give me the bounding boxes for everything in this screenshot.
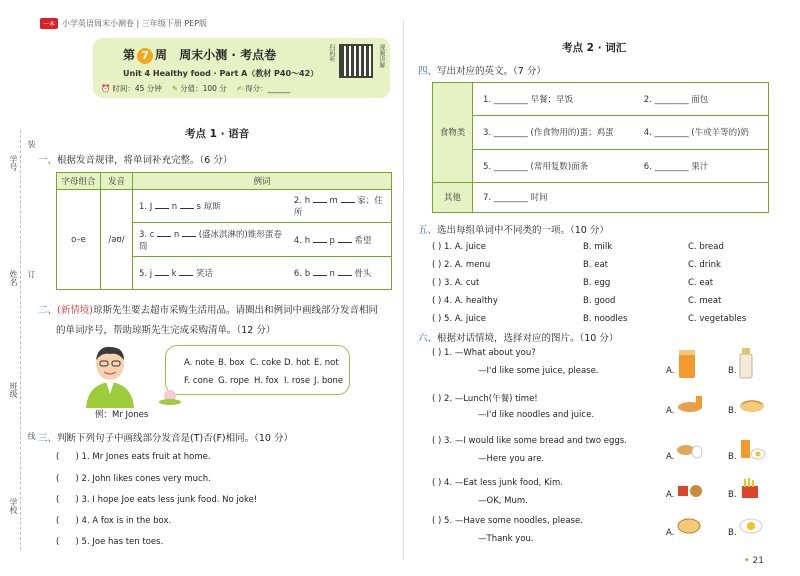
- question-5-prompt: 五、选出每组单词中不同类的一项。（10 分）: [418, 225, 609, 236]
- mr-jones-illustration: [70, 342, 150, 408]
- word-item: 1. J n s 琼斯: [133, 190, 290, 223]
- option-a-label: A.: [666, 366, 675, 376]
- vocab-item[interactable]: 3. ________ (作食物用的)蛋；鸡蛋: [473, 116, 638, 149]
- word-option[interactable]: G. rope: [218, 376, 250, 386]
- section-heading-vocabulary: 考点 2 · 词汇: [562, 42, 627, 54]
- time-info: ⏰ 时间：45 分钟: [101, 84, 162, 93]
- option-b[interactable]: B. noodles: [583, 314, 628, 324]
- category-other: 其他: [433, 182, 473, 212]
- category-food: 食物类: [433, 83, 473, 183]
- bind-mark: 装: [27, 140, 36, 148]
- option-b[interactable]: B. milk: [583, 242, 613, 252]
- pen-icon: ✍: [236, 84, 244, 93]
- option-b-label: B.: [728, 452, 737, 462]
- page-number: • 21: [743, 556, 764, 566]
- option-c[interactable]: C. bread: [688, 242, 724, 252]
- tf-item[interactable]: ( ) 4. A fox is in the box.: [56, 516, 172, 526]
- table-header: 例词: [133, 173, 392, 190]
- question-3-prompt: 三、判断下列句子中画线部分发音是(T)否(F)相同。（10 分）: [38, 433, 293, 444]
- fries-icon[interactable]: [738, 476, 764, 500]
- option-a-label: A.: [666, 490, 675, 500]
- question-1-prompt: 一、根据发音规律，将单词补充完整。（6 分）: [38, 155, 233, 166]
- option-c[interactable]: C. vegetables: [688, 314, 747, 324]
- tf-item[interactable]: ( ) 1. Mr Jones eats fruit at home.: [56, 452, 211, 462]
- odd-one-out-row[interactable]: ( ) 3. A. cut: [432, 278, 480, 288]
- score-info: ✎ 分值：100 分: [171, 84, 227, 93]
- question-2-prompt-line2: 的单词序号，帮助琼斯先生完成采购清单。（12 分）: [56, 325, 276, 336]
- vocab-item[interactable]: 4. ________ (牛或羊等的)奶: [638, 116, 769, 149]
- option-c[interactable]: C. eat: [688, 278, 714, 288]
- option-a-label: A.: [666, 452, 675, 462]
- word-option[interactable]: F. cone: [184, 376, 214, 386]
- dialog-question[interactable]: ( ) 5. —Have some noodles, please.: [432, 516, 583, 526]
- word-item: 3. c n (盛冰淇淋的)锥形蛋卷筒: [133, 223, 290, 256]
- score-icon: ✎: [171, 84, 179, 93]
- got-info: ✍ 得分：______: [236, 84, 291, 93]
- test-name: 周末小测 · 考点卷: [179, 48, 277, 62]
- phonics-table: [56, 172, 392, 290]
- option-b[interactable]: B. good: [583, 296, 616, 306]
- example-label: 例：Mr Jones: [95, 410, 149, 420]
- vocab-item[interactable]: 1. ________ 早餐；早饭: [473, 83, 638, 116]
- option-b-label: B.: [728, 406, 737, 416]
- section-heading-phonics: 考点 1 · 语音: [185, 128, 250, 140]
- dialog-answer: —Here you are.: [478, 454, 545, 464]
- week-suffix: 周: [155, 48, 168, 62]
- question-4-prompt: 四、写出对应的英文。（7 分）: [418, 66, 546, 77]
- word-option[interactable]: I. rose: [284, 376, 311, 386]
- running-header: [40, 18, 207, 29]
- test-title: [123, 46, 276, 64]
- binding-strip: [0, 0, 36, 576]
- dialog-answer: —OK, Mum.: [478, 496, 528, 506]
- week-prefix: 第: [123, 48, 136, 62]
- qr-code-icon[interactable]: [339, 44, 373, 78]
- test-header-card: [93, 38, 390, 98]
- shopping-list-bubble: [165, 345, 350, 395]
- noodle-bowl-icon[interactable]: [676, 514, 702, 536]
- noodle-bowl-icon[interactable]: [738, 394, 766, 414]
- word-option[interactable]: A. note: [184, 358, 215, 368]
- dialog-answer: —I'd like some juice, please.: [478, 366, 599, 376]
- word-option[interactable]: E. not: [314, 358, 339, 368]
- dialog-question[interactable]: ( ) 3. —I would like some bread and two eggs.: [432, 436, 627, 446]
- dialog-question[interactable]: ( ) 1. —What about you?: [432, 348, 536, 358]
- word-item: 5. j k 笑话: [133, 256, 290, 289]
- word-option[interactable]: C. coke: [250, 358, 282, 368]
- student-number-label: 学号: [9, 155, 18, 171]
- dialog-answer: —I'd like noodles and juice.: [478, 410, 595, 420]
- option-a-label: A.: [666, 406, 675, 416]
- word-item: 6. b n 骨头: [290, 256, 392, 289]
- qr-caption-left: 扫码听: [328, 44, 335, 62]
- odd-one-out-row[interactable]: ( ) 5. A. juice: [432, 314, 486, 324]
- bread-and-eggs-icon[interactable]: [676, 438, 704, 460]
- book-title: 小学英语周末小测卷 | 三年级下册 PEP版: [62, 19, 208, 28]
- cut-line: [20, 130, 21, 550]
- tf-item[interactable]: ( ) 2. John likes cones very much.: [56, 474, 211, 484]
- option-b-label: B.: [728, 528, 737, 538]
- brand-logo: 一本: [40, 18, 58, 29]
- letter-combo: o–e: [57, 190, 101, 290]
- option-b-label: B.: [728, 490, 737, 500]
- tf-item[interactable]: ( ) 5. Joe has ten toes.: [56, 537, 164, 547]
- odd-one-out-row[interactable]: ( ) 1. A. juice: [432, 242, 486, 252]
- table-header: 字母组合: [57, 173, 101, 190]
- option-a-label: A.: [666, 528, 675, 538]
- test-meta: [101, 83, 290, 94]
- bind-mark: 线: [27, 432, 36, 440]
- word-item: 2. h m 家；住所: [290, 190, 392, 223]
- name-label: 姓名: [9, 270, 18, 286]
- tf-item[interactable]: ( ) 3. I hope Joe eats less junk food. No joke!: [56, 495, 258, 505]
- noodles-and-juice-icon[interactable]: [676, 394, 704, 414]
- dialog-question[interactable]: ( ) 2. —Lunch(午餐) time!: [432, 394, 538, 404]
- milk-bottle-icon[interactable]: [738, 346, 754, 380]
- option-b-label: B.: [728, 366, 737, 376]
- question-6-prompt: 六、根据对话情境，选择对应的图片。（10 分）: [418, 333, 619, 344]
- juice-glass-icon[interactable]: [676, 346, 698, 380]
- question-2-prompt: 二、(新情境)琼斯先生要去超市采购生活用品。请圈出和例词中画线部分发音相同: [38, 305, 378, 316]
- vocab-item[interactable]: 6. ________ 果汁: [638, 149, 769, 182]
- odd-one-out-row[interactable]: ( ) 2. A. menu: [432, 260, 491, 270]
- option-c[interactable]: C. drink: [688, 260, 721, 270]
- word-option[interactable]: H. fox: [254, 376, 279, 386]
- school-label: 学校: [9, 498, 18, 514]
- vocab-item[interactable]: 2. ________ 面包: [638, 83, 769, 116]
- word-option[interactable]: J. bone: [314, 376, 344, 386]
- sound: /əʊ/: [101, 190, 133, 290]
- qr-caption-right: 视频讲解: [378, 44, 385, 68]
- egg-dish-icon[interactable]: [738, 514, 764, 536]
- clock-icon: ⏰: [101, 84, 111, 93]
- vocab-table: [432, 82, 769, 213]
- unit-info: Unit 4 Healthy food · Part A（教材 P40～42）: [123, 69, 319, 78]
- option-b[interactable]: B. eat: [583, 260, 609, 270]
- junk-food-icon[interactable]: [676, 478, 706, 498]
- word-option[interactable]: B. box: [218, 358, 245, 368]
- option-b[interactable]: B. egg: [583, 278, 611, 288]
- word-item: 4. h p 希望: [290, 223, 392, 256]
- dialog-answer: —Thank you.: [478, 534, 534, 544]
- page-gutter: [403, 20, 404, 560]
- vocab-item[interactable]: 7. ________ 时间: [473, 182, 769, 212]
- week-number-badge: 7: [137, 48, 153, 64]
- bind-mark: 订: [27, 270, 36, 278]
- vocab-item[interactable]: 5. ________ (常用复数)面条: [473, 149, 638, 182]
- juice-and-egg-icon[interactable]: [738, 438, 766, 462]
- class-label: 班级: [9, 382, 18, 398]
- odd-one-out-row[interactable]: ( ) 4. A. healthy: [432, 296, 498, 306]
- lotus-icon: [158, 382, 182, 406]
- table-header: 发音: [101, 173, 133, 190]
- word-option[interactable]: D. hot: [284, 358, 310, 368]
- dialog-question[interactable]: ( ) 4. —Eat less junk food, Kim.: [432, 478, 563, 488]
- option-c[interactable]: C. meat: [688, 296, 722, 306]
